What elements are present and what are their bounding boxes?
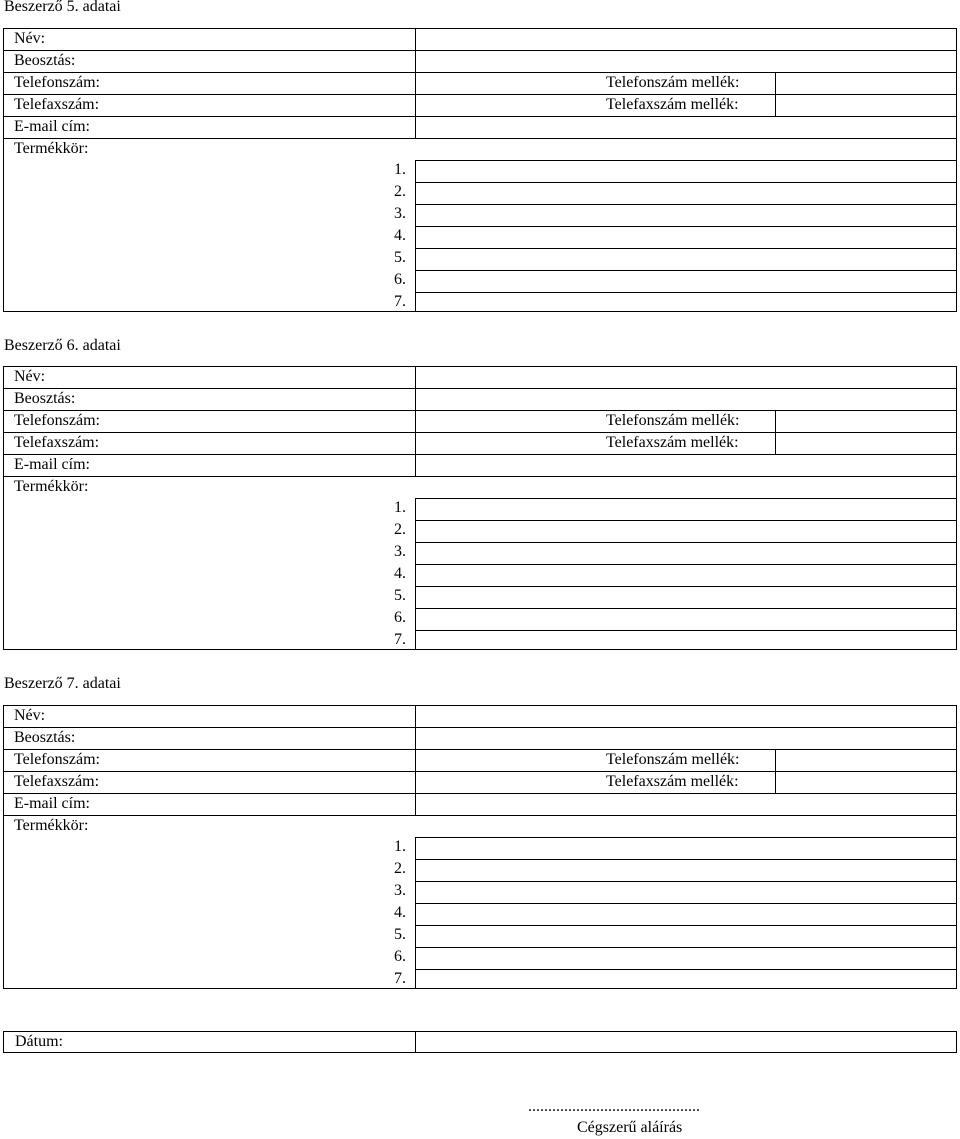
row-divider xyxy=(415,947,957,948)
product-number-label: 4. xyxy=(394,904,406,921)
name-field[interactable] xyxy=(416,706,956,727)
row-divider xyxy=(415,542,957,543)
product-field-5[interactable] xyxy=(416,249,956,270)
supplier-name-label: Név: xyxy=(14,707,46,724)
email-field[interactable] xyxy=(416,455,956,476)
supplier-product-range-label: Termékkör: xyxy=(14,140,89,157)
supplier-6-form xyxy=(3,366,957,650)
product-number-label: 2. xyxy=(394,183,406,200)
row-divider xyxy=(415,837,957,838)
row-divider xyxy=(415,881,957,882)
product-number-label: 6. xyxy=(394,271,406,288)
row-divider xyxy=(415,270,957,271)
product-field-4[interactable] xyxy=(416,227,956,248)
product-field-6[interactable] xyxy=(416,271,956,292)
date-field[interactable] xyxy=(416,1032,956,1052)
row-divider xyxy=(415,160,957,161)
supplier-5-heading: Beszerző 5. adatai xyxy=(4,0,121,15)
supplier-name-label: Név: xyxy=(14,368,46,385)
product-number-label: 1. xyxy=(394,838,406,855)
product-number-label: 5. xyxy=(394,587,406,604)
product-field-3[interactable] xyxy=(416,882,956,903)
product-number-label: 7. xyxy=(394,293,406,310)
row-divider xyxy=(415,608,957,609)
phone-ext-label: Telefonszám mellék: xyxy=(606,412,740,429)
product-number-label: 2. xyxy=(394,860,406,877)
product-field-6[interactable] xyxy=(416,609,956,630)
product-field-1[interactable] xyxy=(416,161,956,182)
product-field-4[interactable] xyxy=(416,565,956,586)
supplier-email-label: E-mail cím: xyxy=(14,456,90,473)
date-row xyxy=(3,1031,957,1053)
supplier-phone-label: Telefonszám: xyxy=(14,74,100,91)
phone-ext-label: Telefonszám mellék: xyxy=(606,751,740,768)
column-divider xyxy=(415,160,416,312)
name-field[interactable] xyxy=(416,29,956,50)
column-divider xyxy=(415,498,416,650)
supplier-fax-label: Telefaxszám: xyxy=(14,434,100,451)
fax-field[interactable] xyxy=(416,772,576,793)
supplier-position-label: Beosztás: xyxy=(14,390,76,407)
supplier-position-label: Beosztás: xyxy=(14,52,76,69)
row-divider xyxy=(415,969,957,970)
supplier-email-label: E-mail cím: xyxy=(14,118,90,135)
product-field-7[interactable] xyxy=(416,631,956,652)
product-number-label: 6. xyxy=(394,609,406,626)
position-field[interactable] xyxy=(416,51,956,72)
supplier-7-form xyxy=(3,705,957,989)
product-number-label: 5. xyxy=(394,926,406,943)
product-number-label: 4. xyxy=(394,565,406,582)
product-field-3[interactable] xyxy=(416,543,956,564)
product-number-label: 7. xyxy=(394,970,406,987)
signature-line: ........................................... xyxy=(528,1098,700,1115)
fax-ext-label: Telefaxszám mellék: xyxy=(606,434,739,451)
row-divider xyxy=(415,630,957,631)
fax-ext-label: Telefaxszám mellék: xyxy=(606,96,739,113)
fax-field[interactable] xyxy=(416,95,576,116)
supplier-phone-label: Telefonszám: xyxy=(14,751,100,768)
position-field[interactable] xyxy=(416,389,956,410)
product-number-label: 3. xyxy=(394,205,406,222)
signature-label: Cégszerű aláírás xyxy=(577,1119,683,1136)
supplier-6-heading: Beszerző 6. adatai xyxy=(4,337,121,354)
product-field-2[interactable] xyxy=(416,521,956,542)
product-number-label: 3. xyxy=(394,543,406,560)
phone-field[interactable] xyxy=(416,750,576,771)
supplier-position-label: Beosztás: xyxy=(14,729,76,746)
row-divider xyxy=(415,292,957,293)
product-number-label: 2. xyxy=(394,521,406,538)
fax-ext-field[interactable] xyxy=(776,433,955,454)
supplier-name-label: Név: xyxy=(14,30,46,47)
supplier-fax-label: Telefaxszám: xyxy=(14,773,100,790)
date-label: Dátum: xyxy=(15,1033,63,1050)
row-divider xyxy=(415,204,957,205)
column-divider xyxy=(415,837,416,989)
product-field-7[interactable] xyxy=(416,970,956,991)
row-divider xyxy=(3,476,957,477)
email-field[interactable] xyxy=(416,117,956,138)
name-field[interactable] xyxy=(416,367,956,388)
supplier-phone-label: Telefonszám: xyxy=(14,412,100,429)
supplier-email-label: E-mail cím: xyxy=(14,795,90,812)
supplier-fax-label: Telefaxszám: xyxy=(14,96,100,113)
product-number-label: 1. xyxy=(394,499,406,516)
row-divider xyxy=(415,925,957,926)
fax-ext-label: Telefaxszám mellék: xyxy=(606,773,739,790)
product-field-1[interactable] xyxy=(416,499,956,520)
fax-field[interactable] xyxy=(416,433,576,454)
fax-ext-field[interactable] xyxy=(776,772,955,793)
row-divider xyxy=(415,586,957,587)
product-field-5[interactable] xyxy=(416,587,956,608)
phone-ext-field[interactable] xyxy=(776,750,955,771)
product-number-label: 3. xyxy=(394,882,406,899)
fax-ext-field[interactable] xyxy=(776,95,955,116)
product-number-label: 5. xyxy=(394,249,406,266)
phone-field[interactable] xyxy=(416,73,576,94)
product-number-label: 4. xyxy=(394,227,406,244)
row-divider xyxy=(415,182,957,183)
product-field-2[interactable] xyxy=(416,183,956,204)
phone-ext-field[interactable] xyxy=(776,73,955,94)
product-field-5[interactable] xyxy=(416,926,956,947)
phone-ext-field[interactable] xyxy=(776,411,955,432)
supplier-product-range-label: Termékkör: xyxy=(14,817,89,834)
product-field-1[interactable] xyxy=(416,838,956,859)
row-divider xyxy=(415,520,957,521)
phone-ext-label: Telefonszám mellék: xyxy=(606,74,740,91)
product-number-label: 6. xyxy=(394,948,406,965)
product-field-2[interactable] xyxy=(416,860,956,881)
product-number-label: 1. xyxy=(394,161,406,178)
row-divider xyxy=(415,859,957,860)
product-field-3[interactable] xyxy=(416,205,956,226)
product-field-7[interactable] xyxy=(416,293,956,314)
supplier-7-heading: Beszerző 7. adatai xyxy=(4,675,121,692)
product-field-6[interactable] xyxy=(416,948,956,969)
row-divider xyxy=(415,248,957,249)
row-divider xyxy=(3,138,957,139)
product-number-label: 7. xyxy=(394,631,406,648)
email-field[interactable] xyxy=(416,794,956,815)
row-divider xyxy=(415,226,957,227)
position-field[interactable] xyxy=(416,728,956,749)
supplier-product-range-label: Termékkör: xyxy=(14,478,89,495)
phone-field[interactable] xyxy=(416,411,576,432)
row-divider xyxy=(415,903,957,904)
row-divider xyxy=(3,815,957,816)
row-divider xyxy=(415,564,957,565)
row-divider xyxy=(415,498,957,499)
supplier-5-form xyxy=(3,28,957,312)
product-field-4[interactable] xyxy=(416,904,956,925)
